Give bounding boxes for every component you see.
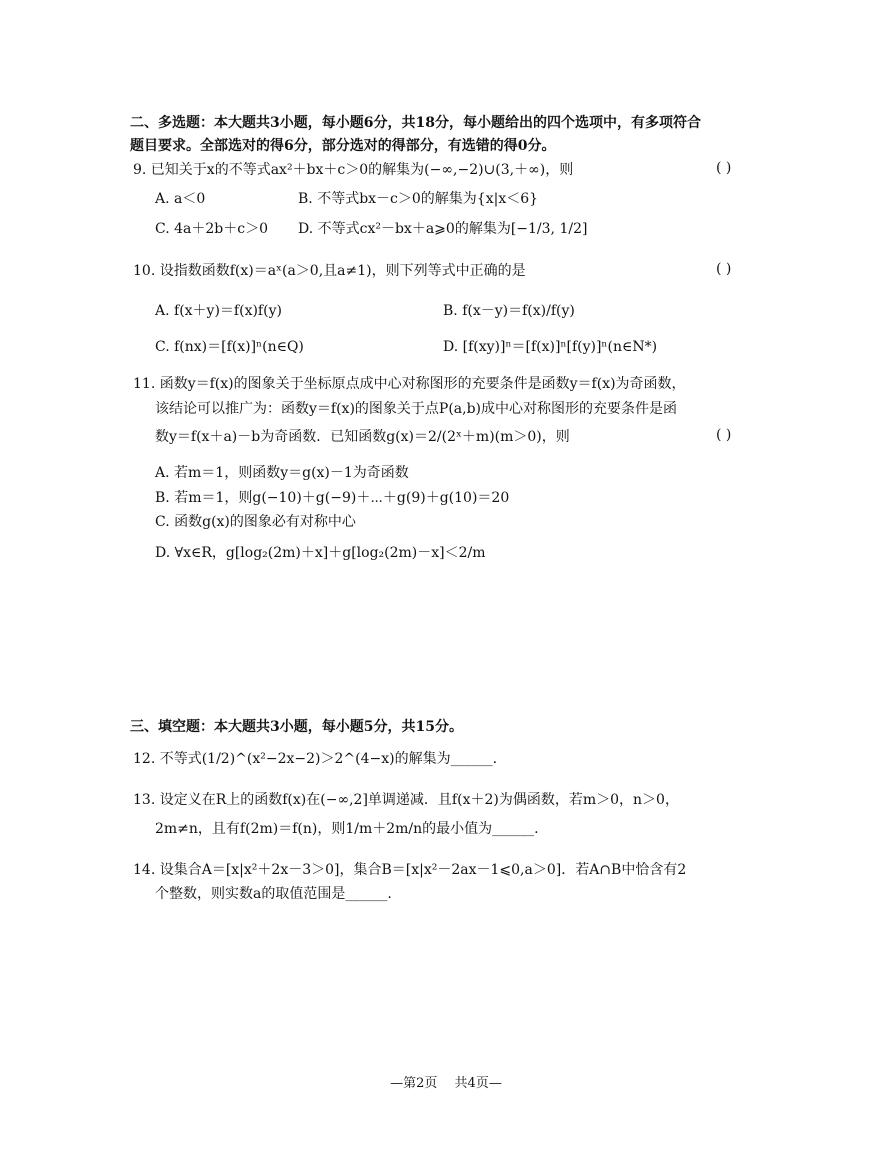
section-heading-line-1: 二、多选题：本大题共3小题，每小题6分，共18分，每小题给出的四个选项中，有多项符合 [130, 115, 701, 131]
question-11-option-b: B. 若m＝1，则g(−10)＋g(−9)＋⋯＋g(9)＋g(10)＝20 [155, 490, 510, 506]
question-11-option-a: A. 若m＝1，则函数y＝g(x)－1为奇函数 [155, 465, 409, 481]
page-footer: —第2页 共4页— [390, 1076, 502, 1091]
question-14-line-2: 个整数，则实数a的取值范围是______. [155, 886, 392, 902]
question-9-stem: 9. 已知关于x的不等式ax²＋bx＋c＞0的解集为(−∞,−2)∪(3,＋∞)，则 [133, 162, 574, 178]
question-9-option-c: C. 4a＋2b＋c＞0 [155, 221, 268, 237]
question-11-answer-paren: ( ) [716, 427, 732, 443]
question-9-option-b: B. 不等式bx－c＞0的解集为{x|x＜6} [298, 191, 539, 207]
question-11-stem-line-1: 11. 函数y＝f(x)的图象关于坐标原点成中心对称图形的充要条件是函数y＝f(x)为奇函数， [133, 376, 686, 392]
question-10-answer-paren: ( ) [716, 261, 732, 277]
section-heading-line-2: 题目要求。全部选对的得6分，部分选对的得部分，有选错的得0分。 [130, 138, 556, 154]
question-10-stem: 10. 设指数函数f(x)＝aˣ(a＞0,且a≠1)，则下列等式中正确的是 [133, 263, 526, 279]
fill-section-heading: 三、填空题：本大题共3小题，每小题5分，共15分。 [130, 719, 463, 735]
question-9-answer-paren: ( ) [716, 160, 732, 176]
question-9-option-d: D. 不等式cx²－bx＋a⩾0的解集为[−1/3, 1/2] [298, 221, 588, 237]
question-12: 12. 不等式(1/2)^(x²−2x−2)＞2^(4−x)的解集为______. [133, 751, 498, 767]
question-11-option-c: C. 函数g(x)的图象必有对称中心 [155, 514, 356, 530]
question-14-line-1: 14. 设集合A＝[x|x²＋2x－3＞0]，集合B＝[x|x²－2ax－1⩽0,a＞0]．若A∩B中恰含有2 [133, 862, 687, 878]
question-10-option-a: A. f(x＋y)＝f(x)f(y) [155, 303, 282, 319]
question-9-option-a: A. a＜0 [155, 191, 206, 207]
question-11-stem-line-2: 该结论可以推广为：函数y＝f(x)的图象关于点P(a,b)成中心对称图形的充要条件是函 [155, 401, 678, 417]
question-13-line-2: 2m≠n，且有f(2m)＝f(n)，则1/m＋2m/n的最小值为______. [155, 821, 539, 837]
question-10-option-d: D. [f(xy)]ⁿ＝[f(x)]ⁿ[f(y)]ⁿ(n∈N*) [443, 339, 658, 355]
question-11-stem-line-3: 数y＝f(x＋a)－b为奇函数．已知函数g(x)＝2/(2ˣ＋m)(m＞0)，则 [155, 429, 570, 445]
question-11-option-d: D. ∀x∈R，g[log₂(2m)＋x]＋g[log₂(2m)－x]＜2/m [155, 545, 486, 561]
question-13-line-1: 13. 设定义在R上的函数f(x)在(−∞,2]单调递减．且f(x＋2)为偶函数，若m＞0，n＞0， [133, 792, 679, 808]
question-10-option-c: C. f(nx)＝[f(x)]ⁿ(n∈Q) [155, 339, 304, 355]
question-10-option-b: B. f(x－y)＝f(x)/f(y) [443, 303, 575, 319]
